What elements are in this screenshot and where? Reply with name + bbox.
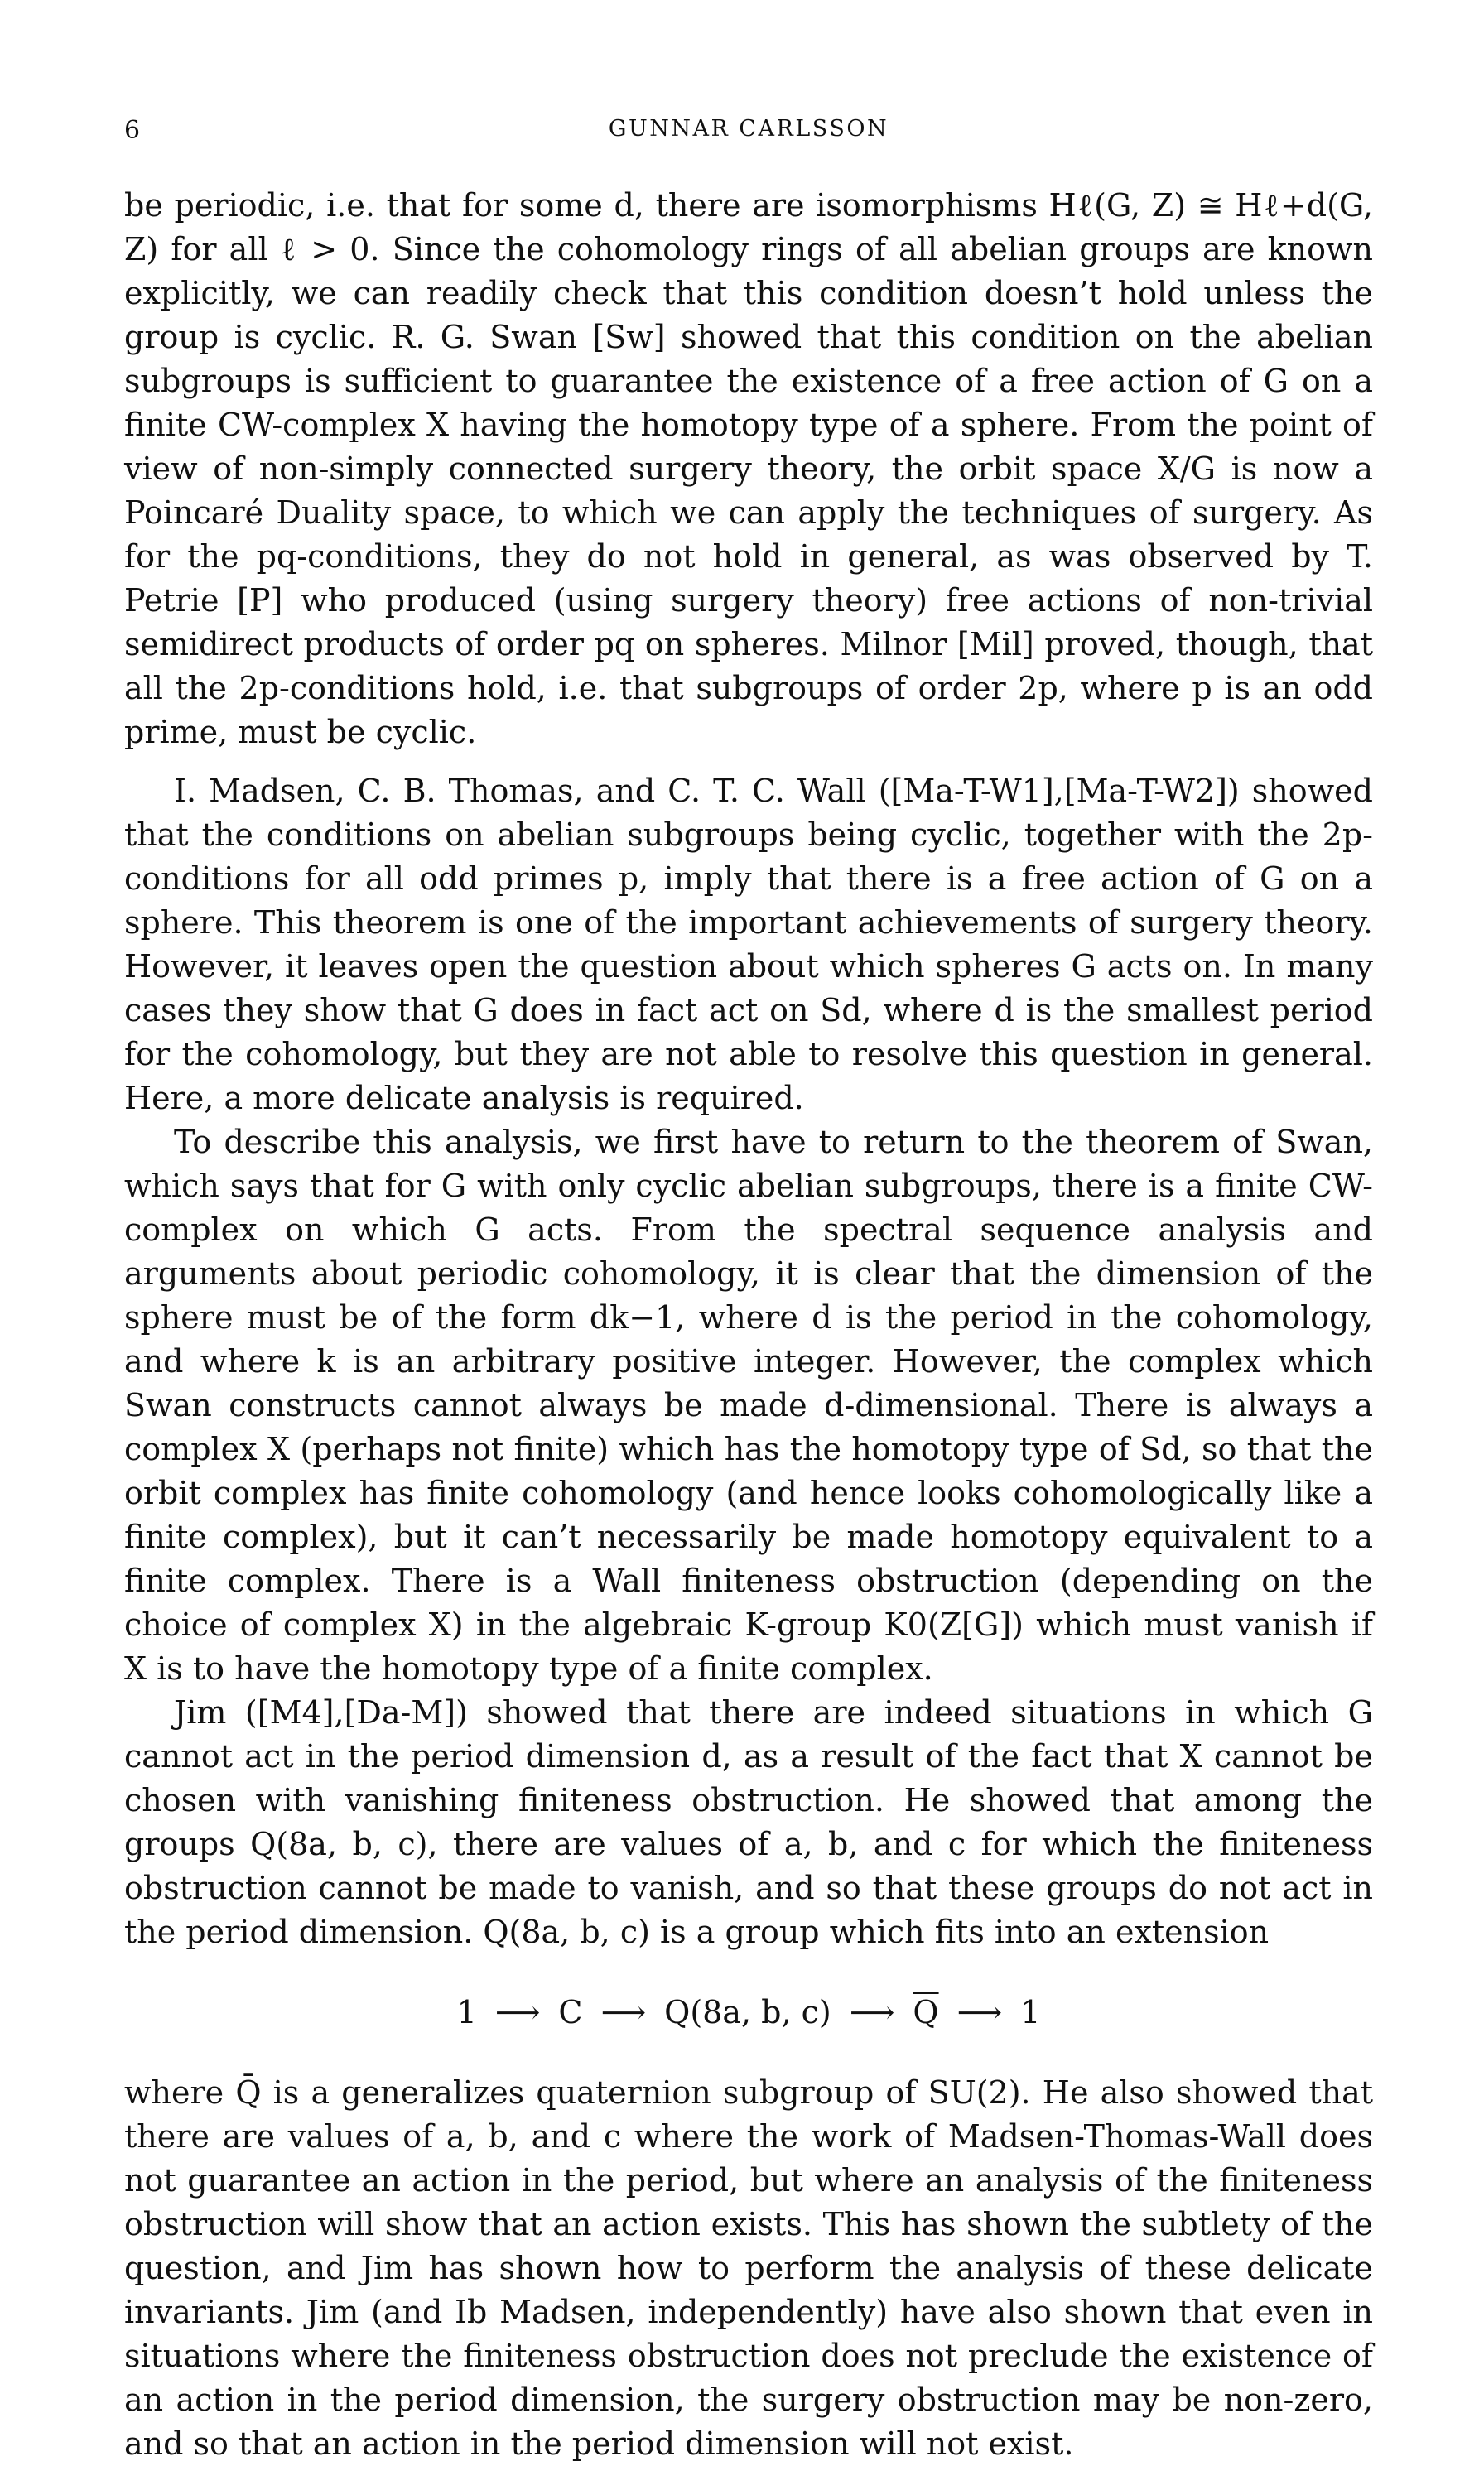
page-header [124, 116, 1373, 157]
paragraph-3: To describe this analysis, we first have to return to the theorem of Swan, which says that for G with only cyclic abelian subgroups, there is a finite CW-complex on which G acts. From the spectral sequence analysis and arguments about periodic cohomology, it is clear that the dimension of the sphere must be of the form dk−1, where d is the period in the cohomology, and where k is an arbitrary positive integer. However, the complex which Swan constructs cannot always be made d-dimensional. There is always a complex X (perhaps not finite) which has the homotopy type of Sd, so that the orbit complex has finite cohomology (and hence looks cohomologically like a finite complex), but it can’t necessarily be made homotopy equivalent to a finite complex. There is a Wall finiteness obstruction (depending on the choice of complex X) in the algebraic K-group K0(Z[G]) which must vanish if X is to have the homotopy type of a finite complex. [124, 1124, 1373, 1687]
running-head: GUNNAR CARLSSON [608, 116, 889, 142]
paragraph-4: Jim ([M4],[Da-M]) showed that there are indeed situations in which G cannot act in the period dimension d, as a result of the fact that X cannot be chosen with vanishing finiteness obstruction. He showed that among the groups Q(8a, b, c), there are values of a, b, and c for which the finiteness obstruction cannot be made to vanish, and so that these groups do not act in the period dimension. Q(8a, b, c) is a group which fits into an extension [124, 1694, 1373, 1950]
page-number: 6 [124, 116, 141, 145]
paragraph-2: I. Madsen, C. B. Thomas, and C. T. C. Wall ([Ma-T-W1],[Ma-T-W2]) showed that the conditions on abelian subgroups being cyclic, together with the 2p-conditions for all odd primes p, imply that there is a free action of G on a sphere. This theorem is one of the important achievements of surgery theory. However, it leaves open the question about which spheres G acts on. In many cases they show that G does in fact act on Sd, where d is the smallest period for the cohomology, but they are not able to resolve this question in general. Here, a more delicate analysis is required. [124, 773, 1373, 1116]
equation-term-5: 1 [1020, 1994, 1041, 2030]
equation-term-2: C [558, 1994, 583, 2030]
paragraph-5: where Q̄ is a generalizes quaternion subgroup of SU(2). He also showed that there are values of a, b, and c where the work of Madsen-Thomas-Wall does not guarantee an action in the period, but where an analysis of the finiteness obstruction will show that an action exists. This has shown the subtlety of the question, and Jim has shown how to perform the analysis of these delicate invariants. Jim (and Ib Madsen, independently) have also shown that even in situations where the finiteness obstruction does not preclude the existence of an action in the period dimension, the surgery obstruction may be non-zero, and so that an action in the period dimension will not exist. [124, 2074, 1373, 2462]
paragraph-1: be periodic, i.e. that for some d, there are isomorphisms Hℓ(G, Z) ≅ Hℓ+d(G, Z) for all ℓ > 0. Since the cohomology rings of all abelian groups are known explicitly, we can readily check that this condition doesn’t hold unless the group is cyclic. R. G. Swan [Sw] showed that this condition on the abelian subgroups is sufficient to guarantee the existence of a free action of G on a finite CW-complex X having the homotopy type of a sphere. From the point of view of non-simply connected surgery theory, the orbit space X/G is now a Poincaré Duality space, to which we can apply the techniques of surgery. As for the pq-conditions, they do not hold in general, as was observed by T. Petrie [P] who produced (using surgery theory) free actions of non-trivial semidirect products of order pq on spheres. Milnor [Mil] proved, though, that all the 2p-conditions hold, i.e. that subgroups of order 2p, where p is an odd prime, must be cyclic. [124, 187, 1373, 750]
equation-arrow-1: ⟶ [494, 1994, 541, 2030]
equation-arrow-3: ⟶ [849, 1994, 895, 2030]
display-equation [124, 1991, 1373, 2035]
equation-arrow-2: ⟶ [600, 1994, 647, 2030]
equation-term-4: $\overline{Q}$ [913, 1994, 939, 2030]
equation-arrow-4: ⟶ [956, 1994, 1003, 2030]
equation-term-3: Q(8a, b, c) [664, 1994, 831, 2030]
equation-term-1: 1 [456, 1994, 477, 2030]
page-body [124, 184, 1373, 2466]
